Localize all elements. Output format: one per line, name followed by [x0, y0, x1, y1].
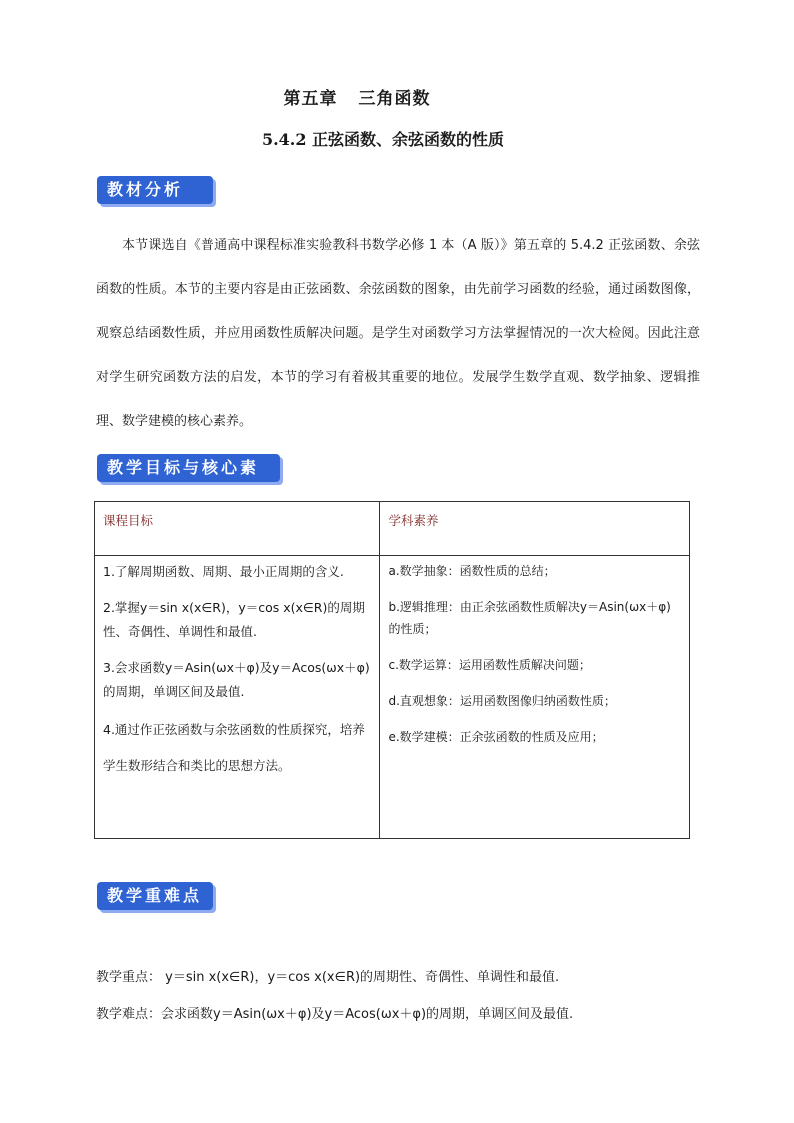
literacy-cell — [380, 556, 690, 839]
textbook-analysis-text: 本节课选自《普通高中课程标准实验教科书数学必修 1 本（A 版）》第五章的 5.4.2 正弦函数、余弦函数的性质。本节的主要内容是由正弦函数、余弦函数的图象，由先前学习函数的经验，通过函数图像，观察总结函数性质，并应用函数性质解决问题。是学生对函数学习方法掌握情况的一次大检阅。因此注意对学生研究函数方法的启发，本节的学习有着极其重要的地位。发展学生数学直观、数学抽象、逻辑推理、数学建模的核心素养。 — [96, 238, 700, 429]
textbook-analysis-label: 教材分析 — [97, 176, 213, 204]
literacy-item: d.直观想象：运用函数图像归纳函数性质； — [388, 694, 616, 708]
teaching-goals-label: 教学目标与核心素养 — [97, 454, 280, 482]
key-point-text: 教学重点： y＝sin x(x∈R)，y＝cos x(x∈R)的周期性、奇偶性、单调性和最值. — [96, 970, 560, 985]
key-difficult-points-label: 教学重难点 — [97, 882, 213, 910]
literacy-item: e.数学建模：正余弦函数的性质及应用； — [388, 730, 604, 744]
section-title: 5.4.2 正弦函数、余弦函数的性质 — [261, 130, 505, 149]
literacy-item: b.逻辑推理：由正余弦函数性质解决y＝Asin(ωx＋φ)的性质； — [388, 600, 671, 636]
header-course-goals: 课程目标 — [95, 502, 380, 556]
goals-table — [94, 501, 690, 839]
literacy-item: a.数学抽象：函数性质的总结； — [388, 564, 556, 578]
table-row — [95, 556, 690, 839]
chapter-title: 第五章 三角函数 — [283, 89, 431, 109]
course-goal-item: 3.会求函数y＝Asin(ωx＋φ)及y＝Acos(ωx＋φ)的周期，单调区间及最值. — [103, 660, 370, 699]
table-header-row — [95, 502, 690, 556]
course-goal-item: 1.了解周期函数、周期、最小正周期的含义. — [103, 564, 344, 579]
header-literacy: 学科素养 — [380, 502, 690, 556]
course-goal-item: 2.掌握y＝sin x(x∈R)，y＝cos x(x∈R)的周期性、奇偶性、单调性和最值. — [103, 600, 365, 639]
difficult-point-text: 教学难点：会求函数y＝Asin(ωx＋φ)及y＝Acos(ωx＋φ)的周期，单调区间及最值. — [96, 1007, 574, 1022]
course-goals-cell — [95, 556, 380, 839]
course-goal-item: 4.通过作正弦函数与余弦函数的性质探究，培养学生数形结合和类比的思想方法。 — [103, 722, 365, 773]
literacy-item: c.数学运算：运用函数性质解决问题； — [388, 658, 591, 672]
